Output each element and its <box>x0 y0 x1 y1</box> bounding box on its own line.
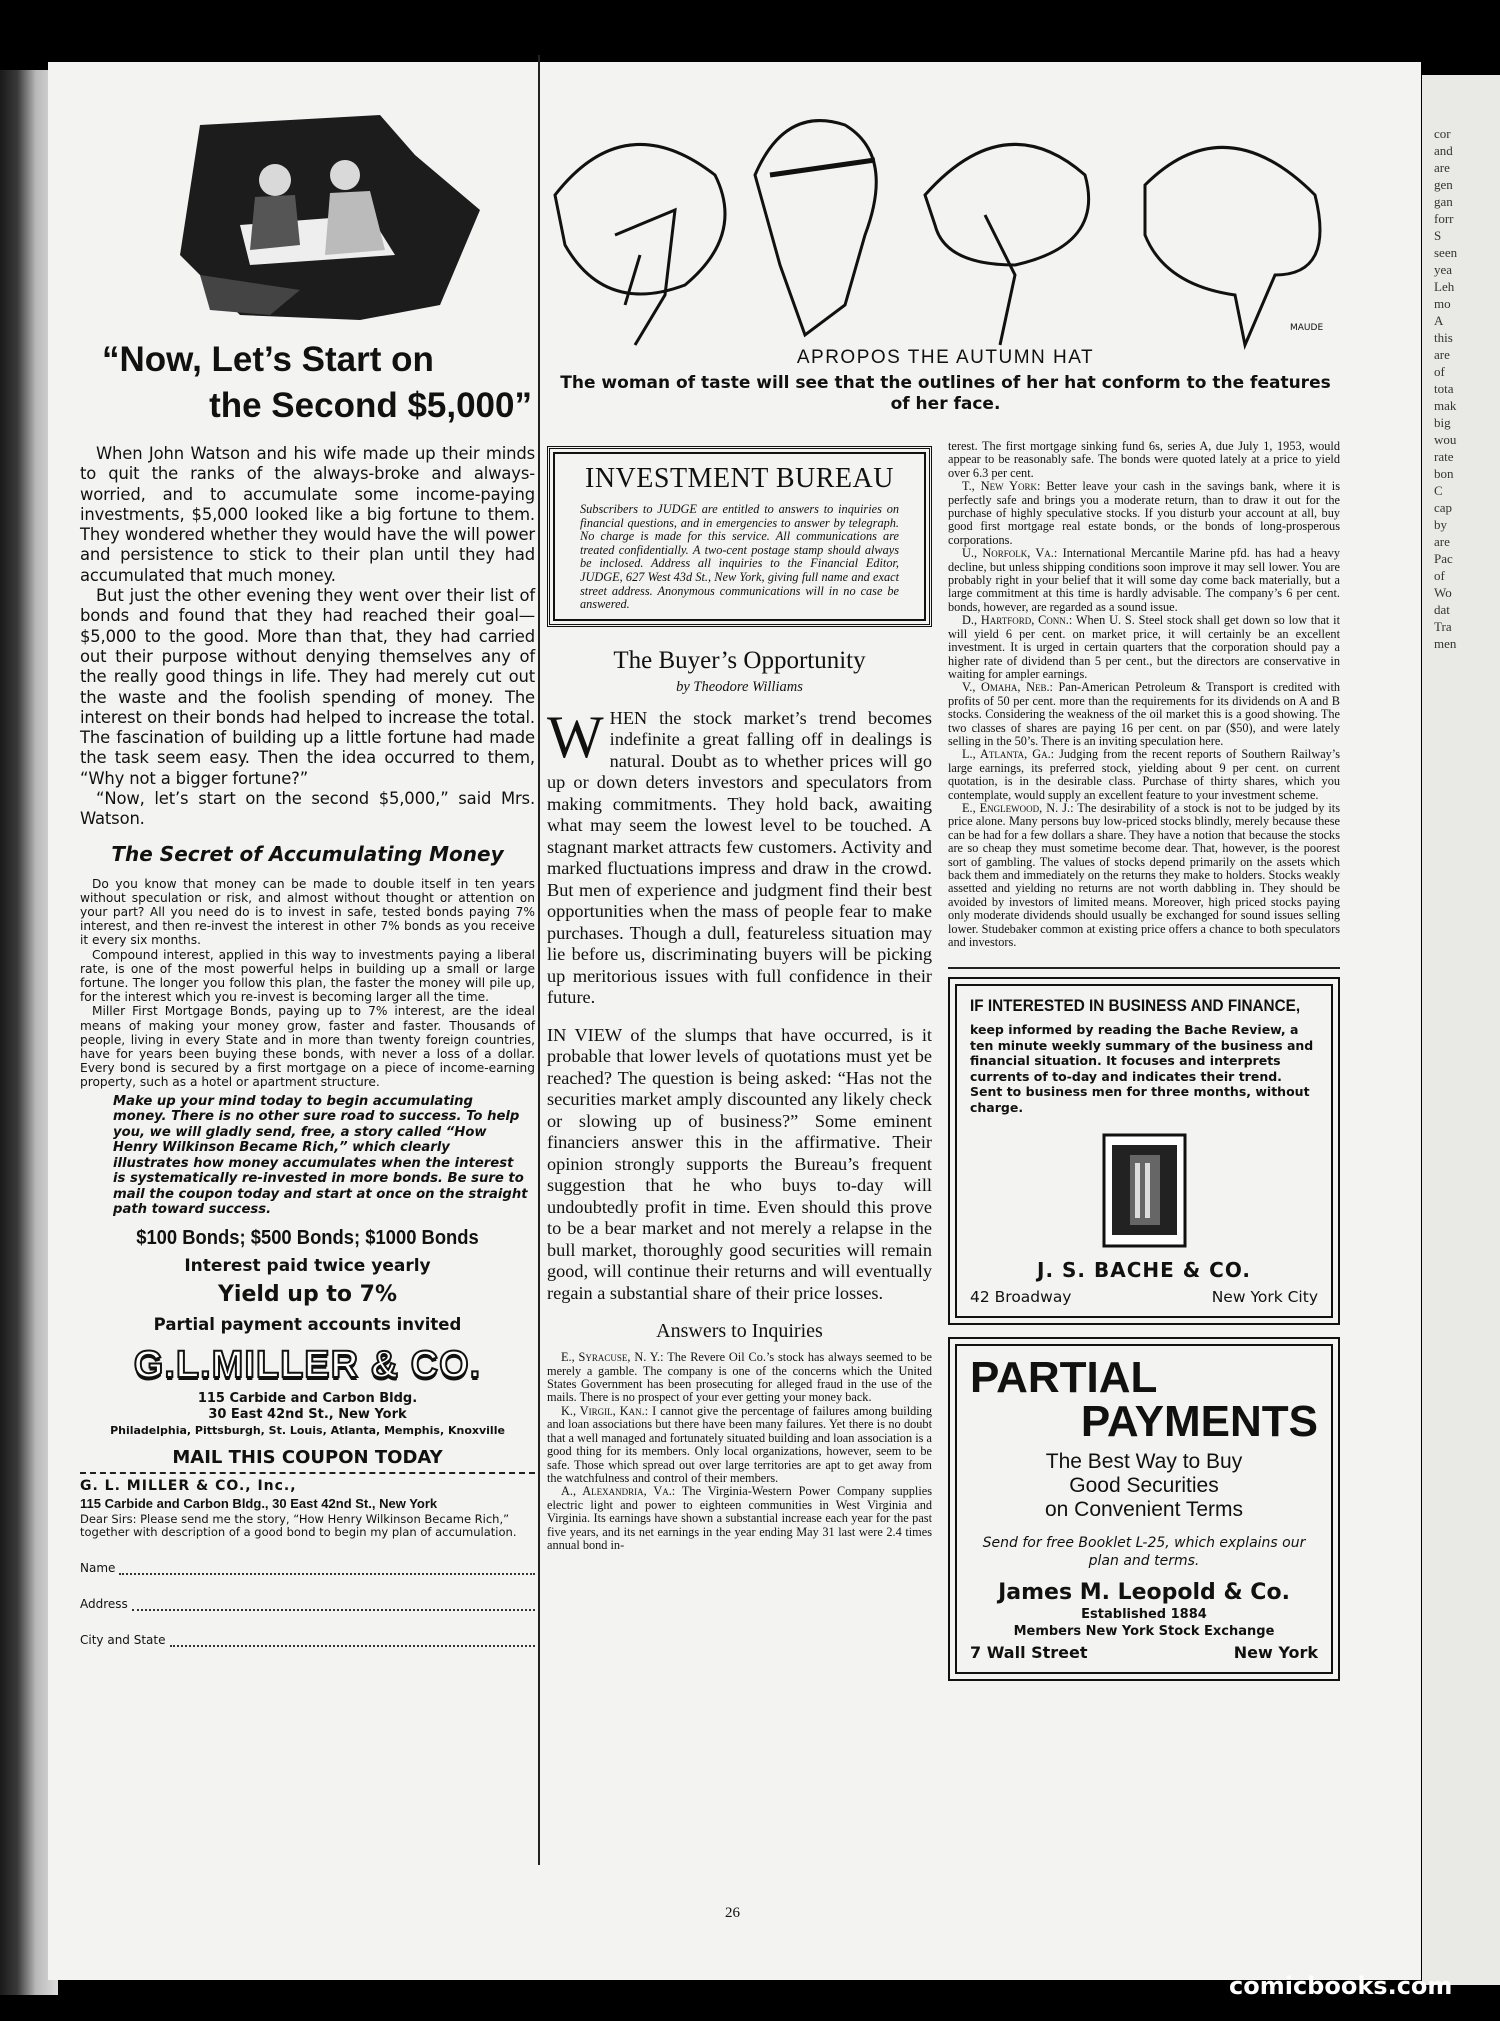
investment-bureau-title: INVESTMENT BUREAU <box>585 463 894 494</box>
answer-recipient: K., Virgil, Kan.: <box>561 1403 649 1418</box>
adjacent-page-fragment: of <box>1434 568 1445 583</box>
svg-text:MAUDE: MAUDE <box>1290 323 1324 333</box>
adjacent-page-fragment: Pac <box>1434 551 1453 566</box>
leopold-company-name: James M. Leopold & Co. <box>998 1580 1290 1606</box>
coupon-address: 115 Carbide and Carbon Bldg., 30 East 42nd St., New York <box>80 1495 438 1511</box>
answer-item <box>948 480 1340 547</box>
answers-continued-column <box>948 440 1340 1681</box>
answer-text: The desirability of a stock is not to be judged by its price alone. Many persons buy low-priced stocks blindly, merely because these can be had for a few dollars a share. They have a notion that because the stocks are so cheap they must sometime become dear. That, however, is the poorest sort of gambling. The values of stocks depend primarily on the assets which back them and immediately on the returns they make to holders. Stocks weakly assetted and yielding no returns are not worth dabbling in. They should be avoided by investors of limited means. Moreover, high priced stocks paying only moderate dividends should usually be exchanged for sound issues selling lower. Studebaker common at existing price offers a chance to both speculators and investors. <box>948 800 1340 950</box>
answers-title: Answers to Inquiries <box>656 1320 823 1343</box>
miller-headline <box>80 337 535 429</box>
answer-text: Pan-American Petroleum & Transport is credited with profits of 50 per cent. more than the requirements for its dividends on A and B stocks. Considering the weakness of the oil market this is a good showing. The two classes of shares are paying 16 per cent. on par ($50), and were lately selling in the 50’s. There is an inviting speculation here. <box>948 680 1341 748</box>
adjacent-page-fragment: C <box>1434 483 1443 498</box>
adjacent-page-fragment: gen <box>1434 177 1453 192</box>
investment-bureau-text: Subscribers to JUDGE are entitled to answers to inquiries on financial questions, and in emergencies to answer by telegraph. No charge is made for this service. All communications are treated confidentially. A two-cent postage stamp should always be inclosed. Address all inquiries to the Financial Editor, JUDGE, 627 West 43d St., New York, giving full name and exact street address. Anonymous communications will in no case be answered. <box>580 502 899 612</box>
payments-title: PAYMENTS <box>1080 1397 1318 1447</box>
adjacent-page-fragment: forr <box>1434 211 1454 226</box>
adjacent-page-fragment: are <box>1434 160 1450 175</box>
booklet-offer: Send for free Booklet L-25, which explains our plan and terms. <box>982 1535 1306 1570</box>
miller-logo: G.L.MILLER & CO. <box>133 1343 482 1386</box>
article-title: The Buyer’s Opportunity <box>613 646 866 674</box>
miller-paragraph: But just the other evening they went over their list of bonds and found that they had reached their goal—$5,000 to the good. More than that, they had carried out their purpose without denying themselves any of the really good things in life. They had merely cut out the waste and the foolish spending of money. The interest on their bonds had helped to increase the total. The fascination of building up a little fortune had made the task seem easy. Then the idea occurred to them, “Why not a bigger fortune?” <box>80 586 535 788</box>
couple-illustration <box>180 115 485 320</box>
miller-address-line: 30 East 42nd St., New York <box>208 1406 407 1422</box>
leopold-subtitle <box>970 1450 1318 1522</box>
bache-ad-inner <box>955 984 1333 1318</box>
miller-small-body <box>80 877 535 1090</box>
adjacent-page-fragment: gan <box>1434 194 1453 209</box>
miller-paragraph: When John Watson and his wife made up their minds to quit the ranks of the always-broke and always-worried, and to accumulate some income-paying investments, $5,000 looked like a big fortune to them. They wondered whether they would have the will power and persistence to stick to their plan until they had accumulated that much money. <box>80 444 535 585</box>
yield-line: Yield up to 7% <box>217 1281 398 1307</box>
answer-item <box>948 748 1340 802</box>
miller-small-paragraph: Do you know that money can be made to double itself in ten years without speculation or risk, and almost without thought or attention on your part? All you need do is to invest in safe, tested bonds paying 7% interest, and then re-invest the interest in other 7% bonds as you receive it every six months. <box>80 876 535 948</box>
leopold-subtitle-line: Good Securities <box>1069 1474 1219 1498</box>
adjacent-page-fragment: Tra <box>1434 619 1452 634</box>
coupon-cut-line <box>80 1472 535 1474</box>
coupon-company: G. L. MILLER & CO., Inc., <box>80 1477 297 1494</box>
bache-street: 42 Broadway <box>970 1288 1072 1307</box>
partial-title: PARTIAL <box>970 1353 1158 1403</box>
partial-payment-line: Partial payment accounts invited <box>153 1314 462 1334</box>
bache-city: New York City <box>1211 1288 1318 1307</box>
bond-denominations: $100 Bonds; $500 Bonds; $1000 Bonds <box>136 1226 479 1249</box>
watermark: comicbooks.com <box>1229 1972 1453 2000</box>
miller-body <box>80 444 535 830</box>
adjacent-page-fragment: mak <box>1434 398 1457 413</box>
adjacent-page-fragment: cor <box>1434 126 1451 141</box>
adjacent-page-text <box>1434 125 1494 652</box>
answer-recipient: E., Syracuse, N. Y.: <box>561 1350 664 1365</box>
leopold-established: Established 1884 <box>1081 1607 1207 1623</box>
mail-coupon-heading: MAIL THIS COUPON TODAY <box>172 1446 443 1468</box>
miller-address <box>80 1391 535 1439</box>
headline-line-2: the Second $5,000” <box>209 386 532 425</box>
coupon-body: Dear Sirs: Please send me the story, “How Henry Wilkinson Became Rich,” together with description of a good bond to begin my plan of accumulation. <box>80 1511 517 1539</box>
miller-small-paragraph: Miller First Mortgage Bonds, paying up to 7% interest, are the ideal means of making your money grow, faster and faster. Thousands of people, living in every State and in more than twenty foreign countries, have for years been buying these bonds, with never a loss of a dollar. Every bond is secured by a first mortgage on a piece of income-earning property, such as a hotel or apartment structure. <box>80 1004 535 1090</box>
coupon-name-label: Name <box>80 1560 116 1575</box>
miller-small-paragraph: Compound interest, applied in this way to investments paying a liberal rate, is one of the most powerful helps in building up a small or large fortune. The longer you follow this plan, the faster the money will pile up, for the interest which you re-invest is becoming larger all the time. <box>80 947 535 1005</box>
financial-column <box>547 60 932 1552</box>
bache-advertisement <box>948 977 1340 1325</box>
adjacent-page-fragment: rate <box>1434 449 1454 464</box>
answer-text: When U. S. Steel stock shall get down so low that it will yield 6 per cent. on market price, it will certainly be an excellent investment. It is urged in certain quarters that the corporation should pay a higher rate of dividend than 5 per cent., but the directors are conservative in waiting for ampler earnings. <box>948 613 1340 681</box>
article-paragraph: IN VIEW of the slumps that have occurred, is it probable that lower levels of quotations must yet be reached? The question is being asked: “Has not the securities market amply discounted any likely check or slowing up of business?” Some eminent financiers answer this in the affirmative. Their opinion strongly supports the Bureau’s frequent suggestion that he who buys to-day will undoubtedly profit in time. Even should this prove to be a bear market and not merely a relapse in the bull market, thoroughly good securities will remain good, will continue their returns and will eventually regain a substantial share of their price losses. <box>547 1024 932 1303</box>
adjacent-page-fragment: dat <box>1434 602 1450 617</box>
miller-branch-cities: Philadelphia, Pittsburgh, St. Louis, Atlanta, Memphis, Knoxville <box>110 1423 505 1437</box>
answer-text: Better leave your cash in the savings bank, where it is perfectly safe and brings you a moderate return, than to draw it out for the purchase of highly speculative stocks. If you disturb your account at all, buy good first mortgage real estate bonds, or the bonds of long-prosperous corporations. <box>948 479 1340 547</box>
leopold-subtitle-line: The Best Way to Buy <box>1045 1450 1243 1474</box>
answer-text: The Revere Oil Co.’s stock has always seemed to be merely a gamble. The company is one of the concerns which the United States Government has been prosecuting for alleged fraud in the use of the mails. There is no prospect of your ever getting your money back. <box>547 1350 932 1405</box>
answer-recipient: E., Englewood, N. J.: <box>962 800 1074 815</box>
adjacent-page-fragment: this <box>1434 330 1453 345</box>
adjacent-page-fragment: A <box>1434 313 1444 328</box>
article-paragraph <box>547 703 932 1009</box>
hat-title: APROPOS THE AUTUMN HAT <box>796 347 1095 368</box>
adjacent-page-fragment: seen <box>1434 245 1458 260</box>
answer-item <box>948 614 1340 681</box>
leopold-subtitle-line: on Convenient Terms <box>1044 1498 1244 1522</box>
section-divider <box>948 967 1340 969</box>
answer-recipient: V., Omaha, Neb.: <box>962 680 1053 695</box>
leopold-advertisement <box>948 1337 1340 1681</box>
answer-item <box>547 1485 932 1552</box>
answer-text: Judging from the recent reports of Southern Railway’s large earnings, its preferred stock, yielding about 9 per cent. on current quotation, is in the desirable class. Purchase of thirty shares, which you contemplate, would supply an excellent feature to your investment scheme. <box>948 747 1341 802</box>
column-rule <box>538 55 540 1865</box>
adjacent-page-fragment: Leh <box>1434 279 1455 294</box>
interest-line: Interest paid twice yearly <box>184 1255 431 1276</box>
adjacent-page-fragment: big <box>1434 415 1451 430</box>
headline-line-1: “Now, Let’s Start on <box>102 340 434 379</box>
stock-exchange-seal-icon <box>1102 1133 1187 1248</box>
answer-item <box>547 1351 932 1405</box>
answer-recipient: U., Norfolk, Va.: <box>962 546 1058 561</box>
bache-company-name: J. S. BACHE & CO. <box>1037 1258 1251 1283</box>
drop-cap: W <box>547 703 604 770</box>
miller-advertisement <box>80 60 535 1647</box>
page-number: 26 <box>725 1905 740 1921</box>
adjacent-page <box>1422 75 1500 1985</box>
article-byline: by Theodore Williams <box>676 678 803 695</box>
miller-paragraph: “Now, let’s start on the second $5,000,” said Mrs. Watson. <box>80 789 535 829</box>
answer-recipient: D., Hartford, Conn.: <box>962 613 1073 628</box>
answer-text: I cannot give the percentage of failures among building and loan associations but there have been many failures. Yet there is no doubt that a well managed and fortunately situated building and loan association is a good thing for its members. Only local organizations, however, seem to be safe. Those which spread out over large territories are apt to get away from the watchfulness and control of their members. <box>547 1403 932 1485</box>
adjacent-page-fragment: and <box>1434 143 1453 158</box>
leopold-membership: Members New York Stock Exchange <box>1013 1624 1275 1640</box>
investment-bureau-box <box>547 446 932 627</box>
adjacent-page-fragment: S <box>1434 228 1442 243</box>
answers-list-continued <box>948 440 1340 949</box>
hat-caption: The woman of taste will see that the outlines of her hat conform to the features of her face. <box>560 373 1331 414</box>
coupon-address-field[interactable] <box>80 1597 535 1611</box>
miller-call-to-action: Make up your mind today to begin accumulating money. There is no other sure road to success. To help you, we will gladly send, free, a story called “How Henry Wilkinson Became Rich,” which clearly illustrates how money accumulates when the interest is systematically re-invested in more bonds. Be sure to mail the coupon today and start at once on the straight path toward success. <box>113 1093 528 1218</box>
answer-recipient: T., New York: <box>962 479 1041 494</box>
coupon-address-label: Address <box>80 1596 128 1611</box>
answer-item <box>948 802 1340 949</box>
answer-item <box>948 681 1340 748</box>
adjacent-page-fragment: wou <box>1434 432 1457 447</box>
adjacent-page-fragment: are <box>1434 347 1450 362</box>
bache-headline: IF INTERESTED IN BUSINESS AND FINANCE, <box>970 996 1301 1016</box>
miller-address-line: 115 Carbide and Carbon Bldg. <box>197 1390 418 1406</box>
article-body <box>547 703 932 1305</box>
leopold-city: New York <box>1233 1643 1318 1663</box>
leopold-address <box>970 1643 1318 1662</box>
leopold-ad-inner <box>955 1344 1333 1674</box>
adjacent-page-fragment: Wo <box>1434 585 1452 600</box>
coupon-name-field[interactable] <box>80 1561 535 1575</box>
bache-text: keep informed by reading the Bache Review, a ten minute weekly summary of the business and financial situation. It focuses and interprets currents of to-day and indicates their trend. Sent to business men for three months, without charge. <box>970 1022 1314 1115</box>
adjacent-page-fragment: yea <box>1434 262 1453 277</box>
adjacent-page-fragment: men <box>1434 636 1457 651</box>
adjacent-page-fragment: cap <box>1434 500 1453 515</box>
adjacent-page-fragment: by <box>1434 517 1447 532</box>
answer-text: The Virginia-Western Power Company supplies electric light and power to eighteen communities in West Virginia and Virginia. Its earnings have shown a substantial increase each year for the past five years, and its net earnings in the year ending May 31 last were 2.4 times annual bond in- <box>547 1484 932 1552</box>
adjacent-page-fragment: of <box>1434 364 1445 379</box>
coupon-city-field[interactable] <box>80 1633 535 1647</box>
adjacent-page-fragment: mo <box>1434 296 1451 311</box>
coupon-city-label: City and State <box>80 1632 166 1647</box>
adjacent-page-fragment: bon <box>1434 466 1454 481</box>
bache-address <box>970 1288 1318 1306</box>
leopold-street: 7 Wall Street <box>970 1643 1088 1663</box>
answer-continuation: terest. The first mortgage sinking fund 6s, series A, due July 1, 1953, would appear to be reasonably safe. The bonds were quoted lately at a price to yield over 6.3 per cent. <box>948 439 1340 480</box>
answers-list <box>547 1351 932 1552</box>
adjacent-page-fragment: tota <box>1434 381 1454 396</box>
answer-text: International Mercantile Marine pfd. has had a heavy decline, but unless shipping conditions soon improve it may sell lower. You are probably right in your belief that it will some day come back materially, but a large commitment at this time is hardly advisable. The company’s 6 per cent. bonds, however, are regarded as a sound issue. <box>948 546 1341 614</box>
miller-subhead: The Secret of Accumulating Money <box>111 841 504 866</box>
article-paragraph-text: HEN the stock market’s trend becomes indefinite a great falling off in dealings is natural. Doubt as to whether prices will go up or down deters investors and speculators from making commitments. They hold back, awaiting what may seem the lowest level to be touched. A stagnant market attracts few customers. Activity and marked fluctuations impress and draw in the crowd. But men of experience and judgment find their best opportunities when the mass of people fear to make purchases. Though a dull, featureless situation may lie before us, discriminating buyers will be picking up meritorious issues with full confidence in their future. <box>547 707 932 1008</box>
answer-recipient: A., Alexandria, Va.: <box>561 1484 676 1499</box>
answer-recipient: L., Atlanta, Ga.: <box>962 747 1055 762</box>
answer-item <box>948 547 1340 614</box>
answer-item <box>547 1405 932 1485</box>
adjacent-page-fragment: are <box>1434 534 1450 549</box>
